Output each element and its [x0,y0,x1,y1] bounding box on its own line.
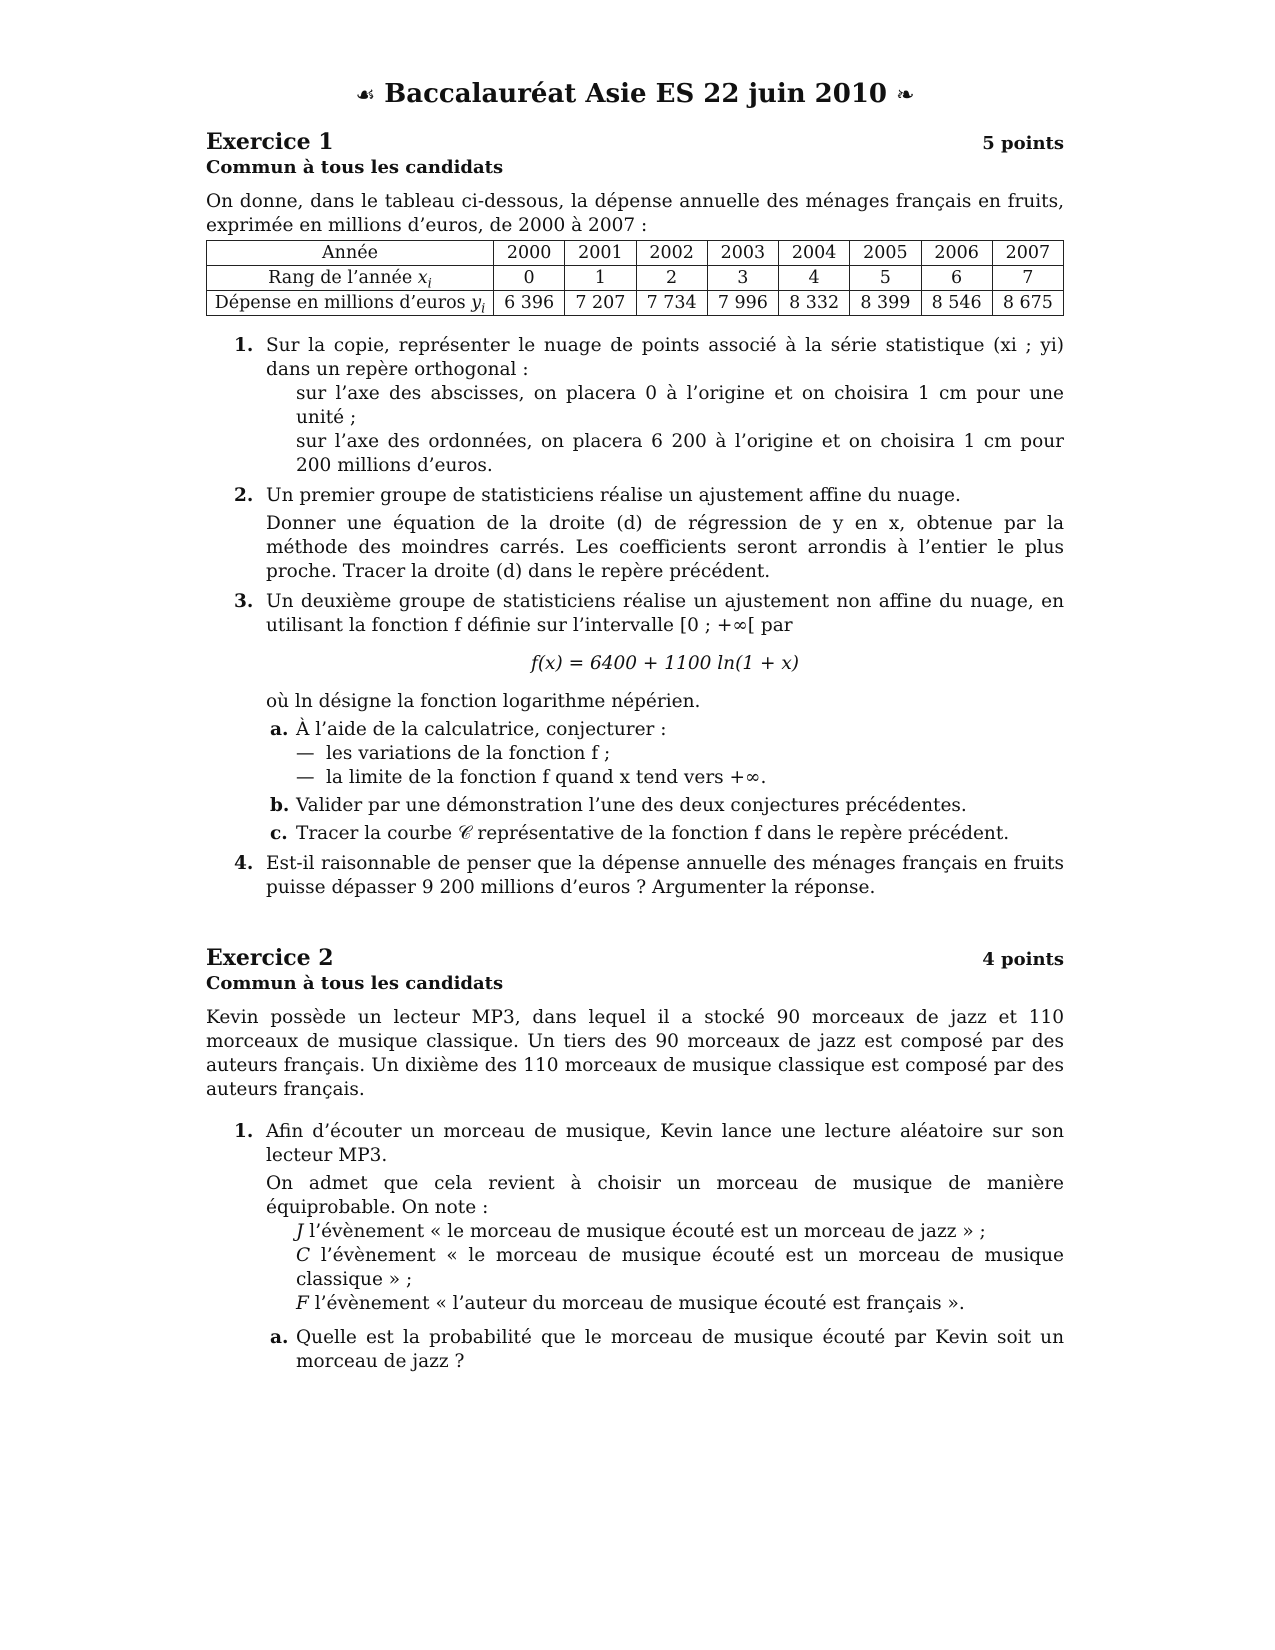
question-2 [206,484,1064,584]
question-text: Un premier groupe de statisticiens réalise un ajustement affine du nuage. [266,485,961,506]
question-text: On admet que cela revient à choisir un morceau de musique de manière équiprobable. On note : [266,1173,1064,1218]
table-cell: 3 [707,266,778,291]
row-label-text: Dépense en millions d’euros [214,292,472,313]
subquestion-text: Tracer la courbe 𝒞 représentative de la fonction f dans le repère précédent. [296,823,1010,844]
table-cell: 2000 [494,241,565,266]
question-text: Afin d’écouter un morceau de musique, Kevin lance une lecture aléatoire sur son lecteur MP3. [266,1121,1064,1166]
question-text: Donner une équation de la droite (d) de régression de y en x, obtenue par la méthode des moindres carrés. Les coefficients seront arrondis à l’entier le plus proche. Tracer la droite (d) dans le repère précédent. [266,513,1064,582]
event-var: F [296,1293,309,1314]
table-row-label: Année [207,241,494,266]
dash-bullet: — [296,743,315,764]
row-label-text: Rang de l’année [268,267,418,288]
question-number: 4. [234,853,254,874]
list-item-text: les variations de la fonction f ; [326,743,611,764]
formula: f(x) = 6400 + 1100 ln(1 + x) [530,653,799,674]
table-cell: 2005 [850,241,921,266]
subquestion-number: a. [270,1327,289,1348]
table-cell: 2007 [992,241,1063,266]
table-cell: 8 675 [992,291,1063,316]
event-text: l’évènement « le morceau de musique écouté est un morceau de jazz » ; [303,1221,986,1242]
question-text: Sur la copie, représenter le nuage de points associé à la série statistique (xi ; yi) dans un repère orthogonal : [266,335,1064,380]
page-title [206,78,1064,112]
exercise-2-questions [206,1120,1064,1374]
question-number: 3. [234,591,254,612]
table-row-label [207,291,494,316]
question-text: Est-il raisonnable de penser que la dépense annuelle des ménages français en fruits puisse dépasser 9 200 millions d’euros ? Argumenter la réponse. [266,853,1064,898]
question-line: sur l’axe des abscisses, on placera 0 à l’origine et on choisira 1 cm pour une unité ; [296,383,1064,428]
table-cell: 8 546 [921,291,992,316]
table-row [207,241,1064,266]
subquestion-a [266,1326,1064,1374]
list-item-text: la limite de la fonction f quand x tend vers +∞. [326,767,767,788]
subquestion-text: À l’aide de la calculatrice, conjecturer : [296,719,667,740]
exercise-1-subtitle: Commun à tous les candidats [206,157,504,178]
var-y: y [471,292,482,313]
subscript-i: i [427,276,432,291]
event-line [266,1220,1064,1244]
exercise-1-header [206,130,1064,156]
table-cell: 2001 [565,241,636,266]
event-var: C [296,1245,311,1266]
table-row [207,266,1064,291]
table-cell: 2 [636,266,707,291]
question-number: 1. [234,1121,254,1142]
ornament-left-icon: ☙ [355,83,376,108]
var-x: x [417,267,428,288]
question-number: 2. [234,485,254,506]
subscript-i: i [481,301,486,316]
subquestion-a [266,718,1064,790]
exercise-2-subtitle: Commun à tous les candidats [206,973,504,994]
subquestion-text: Quelle est la probabilité que le morceau de musique écouté par Kevin soit un morceau de jazz ? [296,1327,1064,1372]
table-cell: 2006 [921,241,992,266]
question-text: Un deuxième groupe de statisticiens réalise un ajustement non affine du nuage, en utilisant la fonction f définie sur l’intervalle [0 ; +∞[ par [266,591,1064,636]
table-cell: 0 [494,266,565,291]
table-row [207,291,1064,316]
table-cell: 2004 [779,241,850,266]
dash-bullet: — [296,767,315,788]
table-cell: 5 [850,266,921,291]
event-text: l’évènement « le morceau de musique écouté est un morceau de musique classique » ; [296,1245,1064,1290]
question-3 [206,590,1064,846]
subquestion-number: c. [270,823,288,844]
question-text: où ln désigne la fonction logarithme népérien. [266,691,701,712]
list-item [296,742,1064,766]
table-cell: 7 207 [565,291,636,316]
table-cell: 4 [779,266,850,291]
table-cell: 1 [565,266,636,291]
table-cell: 7 996 [707,291,778,316]
question-line: sur l’axe des ordonnées, on placera 6 200 à l’origine et on choisira 1 cm pour 200 millions d’euros. [296,431,1064,476]
exercise-2-title: Exercice 2 [206,945,334,971]
document-page [206,78,1064,1380]
question-4 [206,852,1064,900]
question-number: 1. [234,335,254,356]
subquestion-text: Valider par une démonstration l’une des deux conjectures précédentes. [296,795,967,816]
table-cell: 7 734 [636,291,707,316]
exercise-1-points: 5 points [982,133,1064,154]
event-line [266,1292,1064,1316]
ornament-right-icon: ❧ [896,83,915,108]
subquestion-c [266,822,1064,846]
subquestion-number: a. [270,719,289,740]
subquestion-number: b. [270,795,290,816]
exercise-2-points: 4 points [982,949,1064,970]
table-cell: 2003 [707,241,778,266]
table-cell: 6 396 [494,291,565,316]
exercise-1-questions [206,334,1064,900]
table-cell: 7 [992,266,1063,291]
spending-table [206,240,1064,316]
table-row-label [207,266,494,291]
question-1 [206,1120,1064,1374]
title-text: Baccalauréat Asie ES 22 juin 2010 [384,79,888,109]
table-cell: 8 332 [779,291,850,316]
question-1 [206,334,1064,478]
subquestion-b [266,794,1064,818]
event-line [266,1244,1064,1292]
event-text: l’évènement « l’auteur du morceau de musique écouté est français ». [308,1293,965,1314]
exercise-1-title: Exercice 1 [206,129,334,155]
event-var: J [296,1221,304,1242]
list-item [296,766,1064,790]
exercise-2-header [206,946,1064,972]
exercise-2-intro: Kevin possède un lecteur MP3, dans lequel il a stocké 90 morceaux de jazz et 110 morceaux de musique classique. Un tiers des 90 morceaux de jazz est composé par des auteurs français. Un dixième des 110 morceaux de musique classique est composé par des auteurs français. [206,1007,1064,1100]
table-cell: 2002 [636,241,707,266]
table-cell: 6 [921,266,992,291]
table-cell: 8 399 [850,291,921,316]
exercise-1-intro: On donne, dans le tableau ci-dessous, la dépense annuelle des ménages français en fruits, exprimée en millions d’euros, de 2000 à 2007 : [206,191,1064,236]
